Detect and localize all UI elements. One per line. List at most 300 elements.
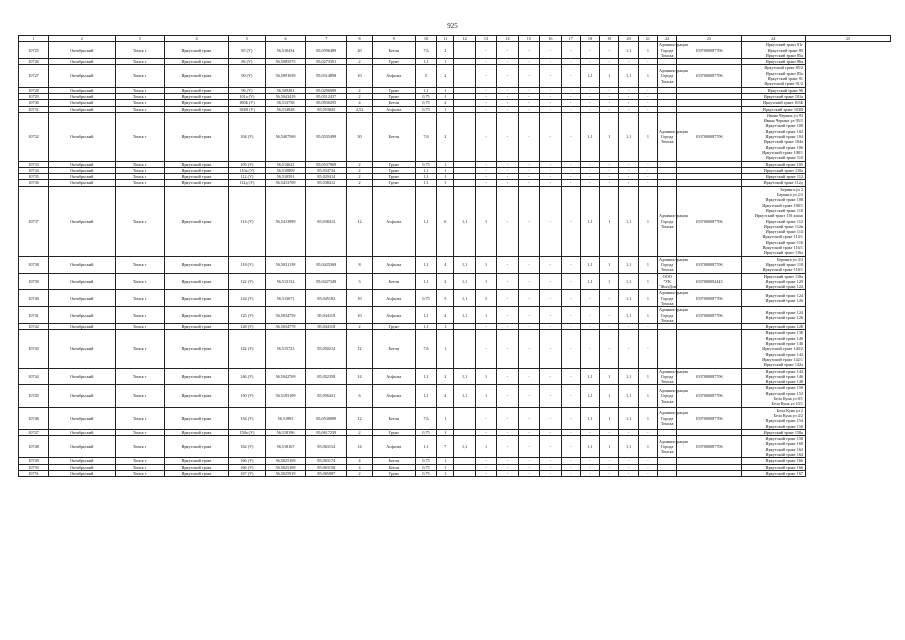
address-line: Иркутский тракт 148 [765,379,804,385]
cell-id: 10748 [19,436,49,458]
cell-city: Томск г [115,464,164,470]
cell-c21: - [619,324,638,330]
cell-c14: - [475,161,496,167]
cell-c18: - [561,87,580,93]
cell-c18: - [561,470,580,476]
table-row [19,65,891,87]
cell-c17: - [540,100,561,106]
cell-c14: - [475,59,496,65]
cell-lat: 56,513758 [265,100,306,106]
cell-c18: - [561,436,580,458]
cell-c20: - [600,290,619,307]
table-row [19,273,891,290]
cell-area: 0,75 [415,100,436,106]
cell-c12: 2 [437,100,454,106]
cell-lat: 56,518167 [265,436,306,458]
cell-c16: - [518,324,539,330]
cell-c18: - [561,65,580,87]
cell-lon: 85,0535499 [306,112,347,161]
cell-c15: - [497,256,518,273]
cell-street: Иркутский тракт [164,368,228,385]
cell-district: Октябрьский [49,307,115,324]
address-line: Иркутский тракт 142а [763,362,804,368]
cell-c15: - [497,429,518,435]
cell-c13: 1,1 [454,186,475,256]
cell-c18: - [561,307,580,324]
cell-area: 1,1 [415,87,436,93]
cell-c18: - [561,290,580,307]
cell-owner: Администрация Города Томска [659,368,688,385]
cell-c13 [454,42,475,59]
cell-c16: - [518,87,539,93]
cell-c20: 1 [600,407,619,429]
cell-c12: 2 [437,112,454,161]
cell-c12: 4 [437,307,454,324]
cell-c13 [454,407,475,429]
column-number: 11 [437,36,454,42]
cell-c17: - [540,470,561,476]
cell-c21: - [619,174,638,180]
cell-c21: - [619,161,638,167]
cell-c22: - [638,470,657,476]
address-line: Иркутский тракт 85 [767,47,804,53]
address-line: Иркутский тракт 124 [765,309,804,315]
cell-area: 1,1 [415,324,436,330]
cell-c21: - [619,59,638,65]
cell-c18: - [561,100,580,106]
column-number: 15 [518,36,539,42]
cell-surface: Грунт [372,93,415,99]
cell-area: 1,1 [415,59,436,65]
address-line: Иркутский тракт 116 [765,239,804,245]
cell-city: Томск г [115,100,164,106]
cell-lat: 56,5034759 [265,307,306,324]
cell-owner: Администрация Города Томска [658,112,677,161]
cell-c16: - [518,307,539,324]
cell-c13: 1,1 [454,256,475,273]
cell-id: 10733 [19,161,49,167]
cell-lat: 56,5043419 [265,93,306,99]
cell-lon: 85,0314898 [306,65,347,87]
cell-c12: 6 [437,186,454,256]
cell-c19: - [580,87,599,93]
cell-c14: 1 [475,256,496,273]
cell-c14: - [475,324,496,330]
cell-c19: - [580,100,599,106]
cell-c18: - [561,407,580,429]
address-line: Иркутский тракт 128 [765,324,804,330]
cell-id: 10739 [19,273,49,290]
cell-lon: 85,029414 [306,174,347,180]
cell-c17: - [540,307,561,324]
cell-c15: - [497,186,518,256]
column-number: 7 [306,36,347,42]
address-line: Иркутский тракт 140 [765,335,804,341]
cell-c12: 1 [437,458,454,464]
cell-street: Иркутский тракт [164,470,228,476]
cell-id: 10728 [19,87,49,93]
cell-c20: - [600,93,619,99]
cell-id: 10737 [19,186,49,256]
cell-c21: - [619,458,638,464]
cell-c16: - [518,180,539,186]
cell-area: 0,75 [415,290,436,307]
address-line: Иркутский тракт 112 [765,174,804,180]
cell-house: 125 (У) [229,307,265,324]
cell-c21: 1,1 [619,307,638,324]
cell-ogrn: 1037000087706 [677,290,741,307]
cell-count: 2 [347,167,373,173]
cell-c19: - [580,174,599,180]
cell-lat: 56,5042769 [265,368,306,385]
cell-district: Октябрьский [49,385,115,407]
cell-owner: Администрация Города Томска [658,407,677,429]
cell-id: 10730 [19,100,49,106]
cell-c18: - [561,174,580,180]
cell-c15: - [497,290,518,307]
address-line: Иркутский тракт 118/1 [762,267,804,273]
cell-c12: 1 [437,464,454,470]
address-line: Ивана Черных ул 95/1 [763,118,804,124]
cell-c12: 1 [437,470,454,476]
cell-city: Томск г [115,59,164,65]
cell-count: 14 [347,436,373,458]
cell-id: 10747 [19,429,49,435]
cell-c22: - [638,174,657,180]
cell-c21: 1,1 [619,436,638,458]
cell-c12: 1 [437,180,454,186]
cell-c15: - [497,59,518,65]
cell-c21: - [619,429,638,435]
cell-city: Томск г [115,368,164,385]
cell-c17: - [540,106,561,112]
address-line: Иркутский тракт 146 [765,341,804,347]
cell-street: Иркутский тракт [164,290,228,307]
cell-count: 2 [347,161,373,167]
cell-count: 4 [347,100,373,106]
cell-c17: - [540,186,561,256]
cell-id: 10744 [19,368,49,385]
cell-lon: 85,0930295 [306,100,347,106]
cell-house: 90 (У) [229,65,265,87]
address-line: Иркутский тракт 150 [765,385,804,391]
cell-c14: - [475,65,496,87]
cell-c22: - [638,458,657,464]
cell-area: 5 [415,65,436,87]
cell-ogrn: 1037000087706 [677,186,741,256]
cell-c19: - [580,42,599,59]
cell-addresses [741,307,805,324]
cell-lon: 85,0425369 [306,256,347,273]
cell-c19: - [580,429,599,435]
cell-c17: - [540,407,561,429]
cell-c15: - [497,458,518,464]
cell-district: Октябрьский [49,429,115,435]
cell-c19: - [580,167,599,173]
cell-c20: 1 [600,385,619,407]
address-line: Иркутский тракт 126 [765,298,804,304]
cell-c16: - [518,93,539,99]
cell-owner: Администрация Города Томска [659,290,688,306]
address-line: Иркутский тракт 96 [767,87,804,93]
cell-area: 1,1 [415,273,436,290]
address-line: Иркутский тракт 112в [763,223,804,229]
cell-area: 0,75 [415,464,436,470]
cell-id: 10743 [19,330,49,368]
address-line: Иркутский тракт 122 [765,284,804,290]
cell-c18: - [561,273,580,290]
cell-c13: 1,1 [454,385,475,407]
cell-c14: 1 [475,273,496,290]
cell-c22: 1 [638,273,657,290]
cell-c19: - [580,470,599,476]
cell-c20: 1 [600,112,619,161]
cell-addresses [741,112,805,161]
address-line: Иркутский тракт 116/1 [762,245,804,251]
cell-c15: - [497,100,518,106]
cell-c19: 1,1 [580,65,599,87]
cell-city: Томск г [115,407,164,429]
cell-c20: - [600,106,619,112]
cell-city: Томск г [115,180,164,186]
cell-c21: 1,1 [619,273,638,290]
cell-city: Томск г [115,93,164,99]
cell-c21: 1,1 [619,186,638,256]
address-line: Иркутский тракт 91/2 [764,81,804,87]
cell-c17: - [540,273,561,290]
address-line: Иркутский тракт 166 [765,464,804,470]
cell-street: Иркутский тракт [164,87,228,93]
cell-street: Иркутский тракт [164,167,228,173]
cell-c22: - [638,161,657,167]
cell-lon: 85,065087 [306,470,347,476]
address-line: Иркутский тракт 85а [765,52,804,58]
cell-street: Иркутский тракт [164,65,228,87]
cell-c14: - [475,174,496,180]
address-line: Иркутский тракт 156 [765,423,804,429]
column-number: 2 [49,36,115,42]
cell-c19: 1,1 [580,407,599,429]
address-line: Иркутский тракт 146 [765,373,804,379]
cell-owner: Администрация Города Томска [658,385,677,407]
cell-lat: 56,5413709 [265,180,306,186]
cell-c13 [454,65,475,87]
address-line: Иркутский тракт 104 [765,134,804,140]
cell-c15: - [497,324,518,330]
cell-house: 105 (У) [229,161,265,167]
cell-addresses [741,290,805,307]
cell-c14: - [475,93,496,99]
cell-c20: 1 [600,186,619,256]
cell-lon: 85,063154 [306,436,347,458]
cell-c19: - [580,106,599,112]
cell-c14: - [475,470,496,476]
cell-street: Иркутский тракт [164,429,228,435]
cell-c19: - [580,324,599,330]
cell-c12: 7 [437,436,454,458]
cell-street: Иркутский тракт [164,93,228,99]
address-line: Иркутский тракт 91 [767,76,804,82]
cell-ogrn: 1037000087706 [677,385,741,407]
cell-district: Октябрьский [49,106,115,112]
cell-surface: Грунт [372,180,415,186]
cell-c12: 1 [437,167,454,173]
cell-lon: 85,0427349 [306,273,347,290]
cell-c15: - [497,161,518,167]
cell-lat: 56,5091039 [265,65,306,87]
cell-addresses [741,385,805,407]
cell-ogrn [677,330,741,368]
cell-house: 85 (У) [229,42,265,59]
cell-street: Иркутский тракт [164,273,228,290]
cell-owner: Администрация Города Томска [658,436,677,458]
cell-c16: - [518,186,539,256]
cell-c20: - [600,429,619,435]
cell-id: 10727 [19,65,49,87]
cell-c18: - [561,161,580,167]
table-row [19,112,891,161]
cell-c22: 1 [638,307,657,324]
cell-c16: - [518,273,539,290]
address-line: Иркутский тракт 103Б [763,100,804,106]
cell-c12: 1 [437,407,454,429]
cell-area: 0,75 [415,458,436,464]
cell-district: Октябрьский [49,407,115,429]
cell-lon: 85,0537969 [306,161,347,167]
cell-house: 146 (У) [229,368,265,385]
cell-area: 7,6 [415,42,436,59]
address-line: Иркутский тракт 108 [765,197,804,203]
cell-c18: - [561,429,580,435]
cell-surface: Бетон [372,42,415,59]
register-table [18,35,891,477]
table-row [19,436,891,458]
table-row [19,368,891,385]
address-line: Иркутский тракт 118а [763,273,804,279]
cell-lat: 56,5025169 [265,458,306,464]
cell-c16: - [518,436,539,458]
address-line: Иркутский тракт 102 [765,128,804,134]
cell-c16: - [518,174,539,180]
cell-house: 104 (У) [229,112,265,161]
cell-c12: 2 [437,65,454,87]
column-number: 13 [475,36,496,42]
address-line: Иркутский тракт 164 [765,452,804,458]
cell-c17: - [540,436,561,458]
column-number: 22 [658,36,677,42]
cell-c22: - [638,167,657,173]
address-line: Иркутский тракт 110 [765,155,804,161]
column-number: 14 [497,36,518,42]
cell-c17: - [540,59,561,65]
cell-lon: 85,063174 [306,458,347,464]
cell-c17: - [540,256,561,273]
cell-district: Октябрьский [49,161,115,167]
cell-lat: 56,510591 [265,174,306,180]
cell-district: Октябрьский [49,458,115,464]
table-row [19,330,891,368]
cell-area: 0,75 [415,470,436,476]
cell-ogrn [677,470,741,476]
cell-house: 101а (У) [229,93,265,99]
cell-lat: 56,510434 [265,42,306,59]
column-number: 17 [561,36,580,42]
cell-c15: - [497,93,518,99]
cell-id: 10731 [19,106,49,112]
cell-c13: 1,1 [454,273,475,290]
cell-c17: - [540,385,561,407]
cell-id: 10741 [19,307,49,324]
cell-street: Иркутский тракт [164,407,228,429]
cell-c17: - [540,87,561,93]
cell-area: 7,6 [415,407,436,429]
cell-c21: 1,1 [619,407,638,429]
cell-c22: 1 [638,256,657,273]
address-line: Иркутский тракт 106 [765,144,804,150]
cell-c17: - [540,174,561,180]
cell-owner: Администрация Города Томска [659,307,688,323]
cell-house: 167 (У) [229,470,265,476]
cell-c16: - [518,256,539,273]
table-row [19,307,891,324]
cell-count: 4 [347,464,373,470]
cell-area: 0,75 [415,93,436,99]
cell-house: 122 (У) [229,273,265,290]
cell-count: 2 [347,324,373,330]
cell-area: 0,75 [415,429,436,435]
address-line: Беринга ул 3/4 [777,256,804,262]
cell-c19: 1,1 [580,256,599,273]
cell-house: 150 (У) [229,385,265,407]
cell-surface: Бетон [372,112,415,161]
cell-c22: - [638,324,657,330]
cell-c14: - [475,87,496,93]
cell-street: Иркутский тракт [164,106,228,112]
cell-c21: 1,1 [619,368,638,385]
cell-surface: Бетон [372,330,415,368]
cell-c17: - [540,464,561,470]
cell-c14: - [475,106,496,112]
cell-c15: - [497,470,518,476]
address-line: Иркутский тракт 167 [765,470,804,476]
cell-c15: - [497,167,518,173]
cell-city: Томск г [115,429,164,435]
cell-lon: 85,063158 [306,464,347,470]
cell-c22: 1 [638,436,657,458]
cell-count: 2 [347,470,373,476]
cell-house: 96 (У) [229,87,265,93]
cell-area: 1,1 [415,256,436,273]
cell-house: 114 (У) [229,186,265,256]
column-number: 12 [454,36,475,42]
address-line: Иркутский тракт 154 [765,418,804,424]
address-line: Иркутский тракт 110 а/кож [754,213,804,219]
cell-district: Октябрьский [49,87,115,93]
cell-c20: - [600,59,619,65]
column-number: 20 [619,36,638,42]
address-line: Иркутский тракт 114 [765,229,804,235]
cell-c12: 1 [437,330,454,368]
cell-c19: 1,1 [580,436,599,458]
address-line: Иркутский тракт 126 [765,315,804,321]
cell-c12: 1 [437,429,454,435]
cell-c14: 1 [475,436,496,458]
address-line: Иркутский тракт 162 [765,446,804,452]
cell-district: Октябрьский [49,256,115,273]
cell-area: 0,75 [415,106,436,112]
cell-lat: 56,5085575 [265,59,306,65]
cell-c21: - [619,470,638,476]
